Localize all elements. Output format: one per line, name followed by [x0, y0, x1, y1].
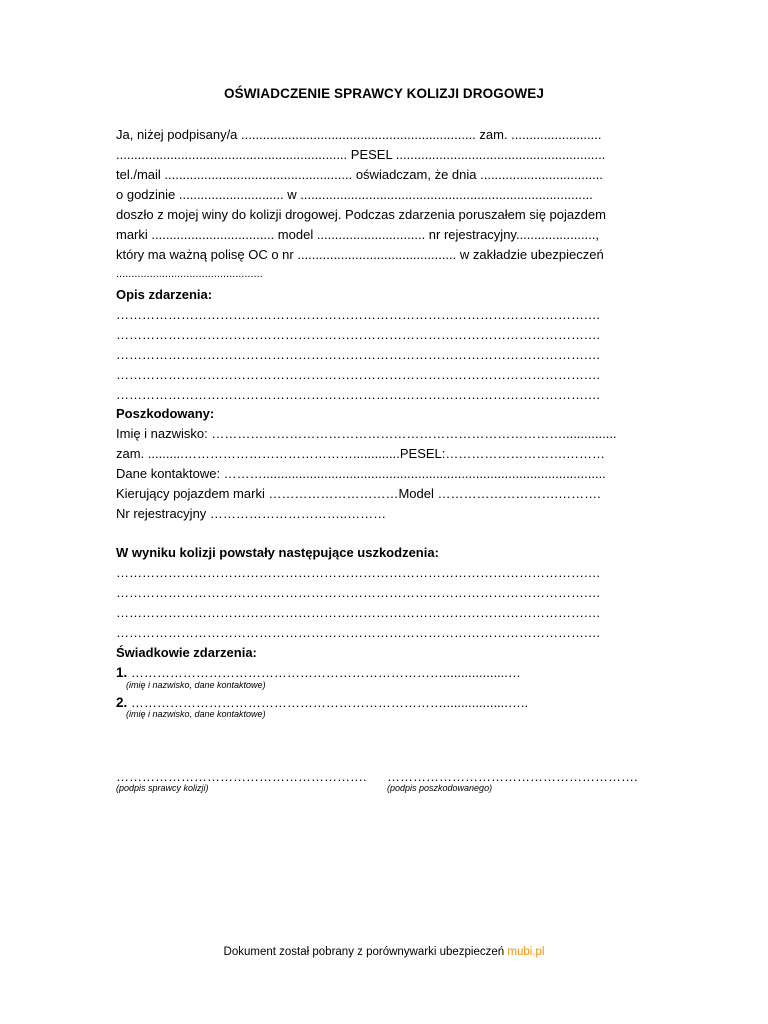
footer-text: Dokument został pobrany z porównywarki ubezpieczeń — [223, 946, 505, 958]
poszkodowany-line: Kierujący pojazdem marki …………………………Model ……………………….………. — [116, 486, 601, 501]
declaration-line: Ja, niżej podpisany/a ................................................................. zam. ......................... — [116, 127, 602, 142]
declaration-line: o godzinie ............................. w ................................................................................. — [116, 187, 593, 202]
declaration-line: ................................................................ PESEL .......................................................... — [116, 147, 606, 162]
witness-number: 2. — [116, 695, 128, 710]
witness-entry — [116, 665, 616, 681]
footer-link[interactable]: mubi.pl — [504, 946, 545, 958]
poszkodowany-line: Dane kontaktowe: ………............................................................................................... — [116, 466, 606, 481]
opis-line: ……………………………………………………………………………………………….… — [116, 367, 601, 382]
declaration-line: ................................................ — [116, 268, 263, 280]
opis-heading: Opis zdarzenia: — [116, 287, 213, 302]
opis-line: ……………………………………………………………………………………………….… — [116, 307, 601, 322]
signature-label-left: (podpis sprawcy kolizji) — [116, 783, 209, 793]
opis-line: ……………………………………………………………………………………………….… — [116, 327, 601, 342]
opis-line: ……………………………………………………………………………………………….… — [116, 387, 601, 402]
poszkodowany-line: Nr rejestracyjny …………………………..……… — [116, 506, 387, 521]
swiadkowie-heading: Świadkowie zdarzenia: — [116, 645, 257, 660]
declaration-line: który ma ważną polisę OC o nr ............................................ w zakładzie ubezpieczeń — [116, 247, 604, 262]
declaration-line: marki .................................. model .............................. nr rejestracyjny......................, — [116, 227, 600, 242]
document-title: OŚWIADCZENIE SPRAWCY KOLIZJI DROGOWEJ — [224, 86, 544, 101]
uszkodzenia-line: ……………………………………………………………………………………………….… — [116, 605, 601, 620]
signature-line-right: …………………………………………………. — [387, 769, 638, 784]
poszkodowany-heading: Poszkodowany: — [116, 406, 215, 421]
opis-line: ……………………………………………………………………………………………….… — [116, 347, 601, 362]
declaration-line: tel./mail .................................................... oświadczam, że dnia .................................. — [116, 167, 603, 182]
poszkodowany-line: zam. ..........………………………………….............PESEL:……………………….……… — [116, 446, 605, 461]
witness-dots: ………………………………………………………………..................… — [130, 665, 521, 680]
declaration-line: doszło z mojej winy do kolizji drogowej. Podczas zdarzenia poruszałem się pojazdem — [116, 207, 606, 222]
uszkodzenia-line: ……………………………………………………………………………………………….… — [116, 585, 601, 600]
uszkodzenia-line: ……………………………………………………………………………………………….… — [116, 625, 601, 640]
witness-hint: (imię i nazwisko, dane kontaktowe) — [126, 709, 266, 719]
witness-number: 1. — [116, 665, 128, 680]
uszkodzenia-heading: W wyniku kolizji powstały następujące uszkodzenia: — [116, 545, 439, 560]
footer — [0, 946, 768, 958]
signature-line-left: …………………………………………………. — [116, 769, 367, 784]
poszkodowany-line: Imię i nazwisko: ………………………………………………………………………............... — [116, 426, 617, 441]
signature-label-right: (podpis poszkodowanego) — [387, 783, 493, 793]
witness-dots: ………………………………………………………………..................….. — [130, 695, 529, 710]
uszkodzenia-line: ……………………………………………………………………………………………….… — [116, 565, 601, 580]
witness-hint: (imię i nazwisko, dane kontaktowe) — [126, 680, 266, 690]
